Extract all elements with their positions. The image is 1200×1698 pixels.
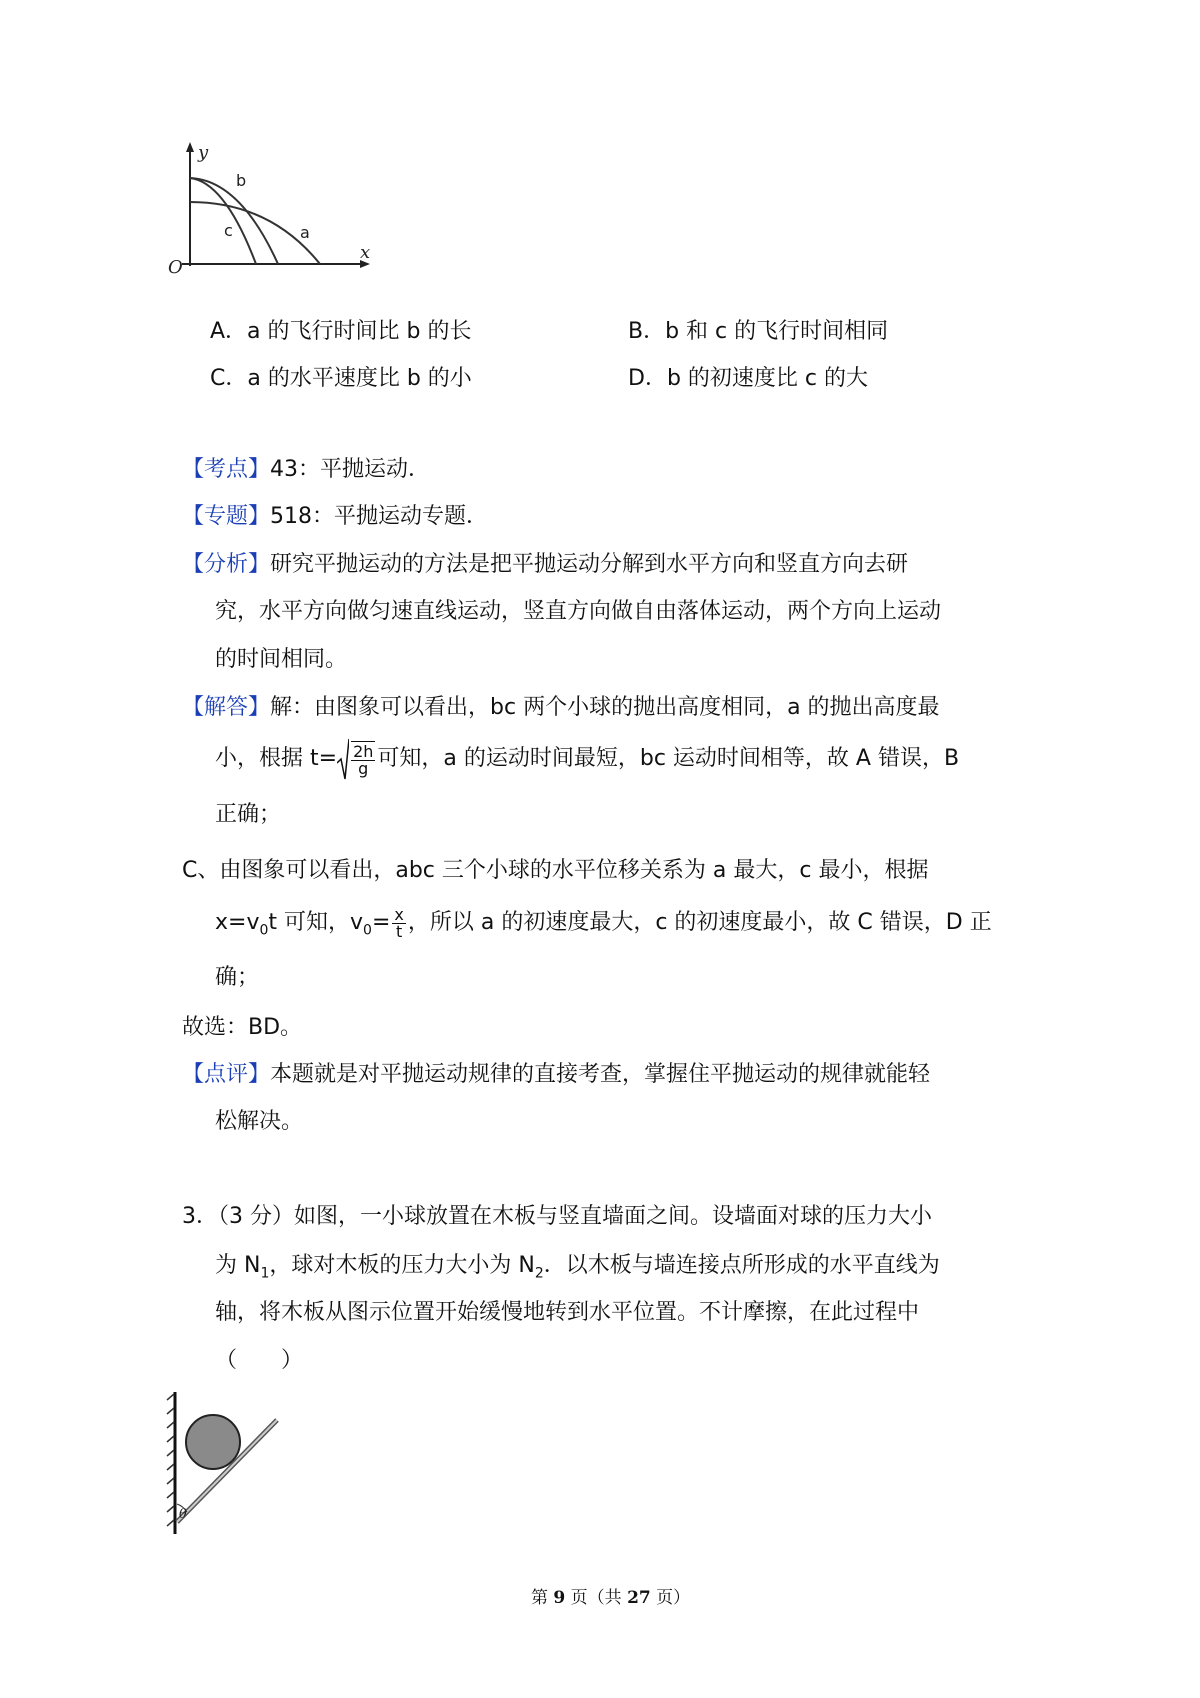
jieda-text-5-post: ，所以 a 的初速度最大，c 的初速度最小，故 C 错误，D 正 <box>407 910 992 935</box>
curve-c-label: c <box>224 221 233 240</box>
kaodian-line <box>182 455 430 485</box>
v0-subscript-2: 0 <box>363 922 372 939</box>
q3-text-2b: ，球对木板的压力大小为 N <box>269 1253 535 1278</box>
sqrt-denominator: g <box>358 759 369 778</box>
page-footer <box>531 1583 690 1608</box>
ball-board-figure <box>165 1392 285 1534</box>
q3-text-2a: 为 N <box>215 1253 261 1278</box>
jieda-text-6: 确； <box>215 965 260 990</box>
option-b: B．b 和 c 的飞行时间相同 <box>628 319 889 344</box>
zhuanti-line <box>182 502 488 532</box>
jieda-text-3: 正确； <box>215 802 282 827</box>
jieda-text-2-post: 可知，a 的运动时间最短，bc 运动时间相等，故 A 错误，B <box>377 746 960 771</box>
jieda-line-5 <box>215 898 992 948</box>
origin-label: O <box>168 257 183 278</box>
fenxi-text-3: 的时间相同。 <box>215 647 348 672</box>
q3-text-2c: ．以木板与墙连接点所形成的水平直线为 <box>543 1253 940 1278</box>
curve-a-label: a <box>300 223 310 242</box>
fenxi-text-2: 究，水平方向做匀速直线运动，竖直方向做自由落体运动，两个方向上运动 <box>215 599 942 624</box>
zhuanti-text: 518：平抛运动专题． <box>270 504 489 529</box>
n2-subscript: 2 <box>534 1265 544 1282</box>
curve-b-label: b <box>236 171 247 190</box>
footer-mid: 页（共 <box>565 1588 628 1608</box>
sqrt-formula <box>337 734 377 784</box>
answer-line: 故选：BD。 <box>182 1015 303 1040</box>
curve-b <box>190 178 278 264</box>
fenxi-text-1: 研究平抛运动的方法是把平抛运动分解到水平方向和竖直方向去研 <box>270 552 909 577</box>
curve-c <box>190 178 256 264</box>
jieda-line-1 <box>182 693 940 723</box>
jieda-line-2 <box>215 734 959 784</box>
jieda-tag: 【解答】 <box>182 695 271 720</box>
fraction-denominator: t <box>396 921 403 941</box>
jieda-text-5c: = <box>371 910 391 935</box>
y-axis-arrow <box>186 142 194 152</box>
zhuanti-tag: 【专题】 <box>182 504 271 529</box>
theta-label: θ <box>179 1507 187 1522</box>
footer-post: 页） <box>650 1588 691 1608</box>
sqrt-numerator: 2h <box>353 742 374 761</box>
q3-line-4: （ ） <box>215 1348 304 1373</box>
jieda-text-4: C、由图象可以看出，abc 三个小球的水平位移关系为 a 最大，c 最小，根据 <box>182 858 929 883</box>
dianping-text-2: 松解决。 <box>215 1109 304 1134</box>
footer-pre: 第 <box>531 1588 554 1608</box>
fraction-numerator: x <box>394 904 404 924</box>
dianping-text-1: 本题就是对平抛运动规律的直接考查，掌握住平抛运动的规律就能轻 <box>270 1062 931 1087</box>
jieda-text-1: 解：由图象可以看出，bc 两个小球的抛出高度相同，a 的抛出高度最 <box>270 695 940 720</box>
option-d: D．b 的初速度比 c 的大 <box>628 366 868 391</box>
total-pages: 27 <box>627 1588 651 1608</box>
x-axis-label: x <box>360 242 371 263</box>
dianping-line-1 <box>182 1060 930 1090</box>
q3-line-1: 3．（3 分）如图，一小球放置在木板与竖直墙面之间。设墙面对球的压力大小 <box>182 1204 932 1229</box>
fraction-x-over-t <box>392 904 405 941</box>
wall-hatch <box>167 1394 174 1526</box>
projectile-figure <box>160 140 380 280</box>
y-axis-label: y <box>198 142 209 163</box>
current-page: 9 <box>553 1588 566 1608</box>
dianping-tag: 【点评】 <box>182 1062 271 1087</box>
ball <box>186 1415 240 1469</box>
kaodian-text: 43：平抛运动． <box>270 457 431 482</box>
q3-line-3: 轴，将木板从图示位置开始缓慢地转到水平位置。不计摩擦，在此过程中 <box>215 1300 920 1325</box>
kaodian-tag: 【考点】 <box>182 457 271 482</box>
jieda-text-5a: x=v <box>215 910 260 935</box>
fenxi-line-1 <box>182 550 908 580</box>
n1-subscript: 1 <box>260 1265 270 1282</box>
q3-line-2 <box>215 1251 940 1288</box>
jieda-text-5b: t 可知，v <box>268 910 364 935</box>
jieda-text-2-pre: 小，根据 t= <box>215 746 338 771</box>
option-c: C．a 的水平速度比 b 的小 <box>210 366 472 391</box>
v0-subscript-1: 0 <box>259 922 269 939</box>
option-a: A．a 的飞行时间比 b 的长 <box>210 319 472 344</box>
fenxi-tag: 【分析】 <box>182 552 271 577</box>
